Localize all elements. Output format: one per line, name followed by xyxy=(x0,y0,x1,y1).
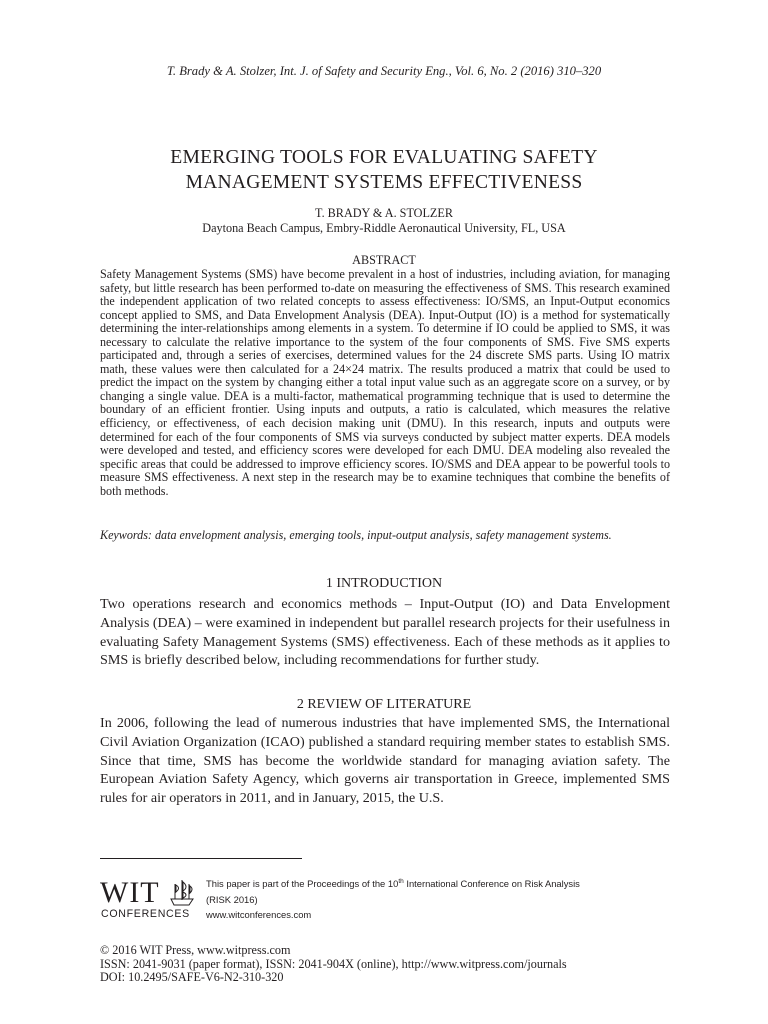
section-1-heading: 1 INTRODUCTION xyxy=(325,576,443,591)
keywords xyxy=(100,529,670,543)
proceedings-line-2: (RISK 2016) xyxy=(206,893,258,905)
copyright-block xyxy=(100,944,660,985)
wit-logo-word: WIT xyxy=(100,876,160,909)
doi-line: DOI: 10.2495/SAFE-V6-N2-310-320 xyxy=(100,970,284,985)
paper-title xyxy=(84,145,684,195)
proceedings-line-1 xyxy=(206,876,676,892)
keywords-label: Keywords: xyxy=(100,528,152,542)
title-line-1: EMERGING TOOLS FOR EVALUATING SAFETY xyxy=(170,147,598,168)
wit-logo-subtitle: CONFERENCES xyxy=(101,908,190,920)
copyright-line: © 2016 WIT Press, www.witpress.com xyxy=(100,943,291,957)
keywords-text: data envelopment analysis, emerging tools, input-output analysis, safety management systems. xyxy=(155,528,612,542)
proceedings-superscript: th xyxy=(398,878,404,885)
footnote-rule xyxy=(100,858,302,859)
ship-icon xyxy=(168,878,196,908)
authors: T. BRADY & A. STOLZER xyxy=(315,206,453,220)
proceedings-line-1-text: This paper is part of the Proceedings of the 10 xyxy=(206,878,399,889)
section-1-text: Two operations research and economics methods – Input-Output (IO) and Data Envelopment Analysis (DEA) – were examined in independent but parallel research projects for their usefulness in evaluating Safety Management Systems (SMS) effectiveness. Each of these methods as it applies to SMS is briefly described below, including recommendations for further study. xyxy=(100,596,670,669)
title-line-2: MANAGEMENT SYSTEMS EFFECTIVENESS xyxy=(185,172,583,193)
section-2-text: In 2006, following the lead of numerous industries that have implemented SMS, the International Civil Aviation Organization (ICAO) published a standard requiring member states to establish SMS. Since that time, SMS has become the worldwide standard for managing aviation safety. The European Aviation Safety Agency, which governs air transportation in Greece, implemented SMS rules for air operators in 2011, and in January, 2015, the U.S. xyxy=(100,715,670,807)
proceedings-note xyxy=(206,876,676,923)
proceedings-url: www.witconferences.com xyxy=(206,909,312,921)
wit-conferences-logo xyxy=(100,878,200,922)
abstract-text: Safety Management Systems (SMS) have become prevalent in a host of industries, including aviation, for managing safety, but little research has been performed to-date on measuring the effectiveness of SMS. This research examined the independent application of two related concepts to assess effectiveness: IO/SMS, an Input-Output economics concept applied to SMS, and Data Envelopment Analysis (DEA). Input-Output (IO) is a method for systematically determining the inter-relationships among elements in a system. To determine if IO could be applied to SMS, it was necessary to calculate the relative importance to the system of the four components of SMS. Five SMS experts participated and, through a series of exercises, determined values for the 24 discrete SMS parts. Using IO matrix math, these values were then calculated for a 24×24 matrix. The results produced a matrix that could be used to predict the impact on the system by changing either a total input value such as an aggregate score on a survey, or by changing a single value. DEA is a multi-factor, mathematical programming technique that is used to determine the boundary of an efficient frontier. Using inputs and outputs, a ratio is calculated, which measures the relative efficiency, or effectiveness, of each decision making unit (DMU). In this research, inputs and outputs were determined for each of the four components of SMS via surveys conducted by subject matter experts. DEA models were developed and tested, and efficiency scores were developed for each DMU. DEA modeling also revealed the specific areas that could be addressed to improve efficiency scores. IO/SMS and DEA appear to be powerful tools to measure SMS effectiveness. A next step in the research may be to examine techniques that combine the benefits of both methods. xyxy=(100,267,670,498)
affiliation: Daytona Beach Campus, Embry-Riddle Aeronautical University, FL, USA xyxy=(202,221,566,235)
running-head: T. Brady & A. Stolzer, Int. J. of Safety and Security Eng., Vol. 6, No. 2 (2016) 310–320 xyxy=(166,64,602,78)
proceedings-line-1-rest: International Conference on Risk Analysis xyxy=(403,878,580,889)
issn-line: ISSN: 2041-9031 (paper format), ISSN: 2041-904X (online), http://www.witpress.com/journals xyxy=(100,956,567,971)
section-2-heading: 2 REVIEW OF LITERATURE xyxy=(296,697,472,712)
abstract-heading: ABSTRACT xyxy=(352,253,416,267)
